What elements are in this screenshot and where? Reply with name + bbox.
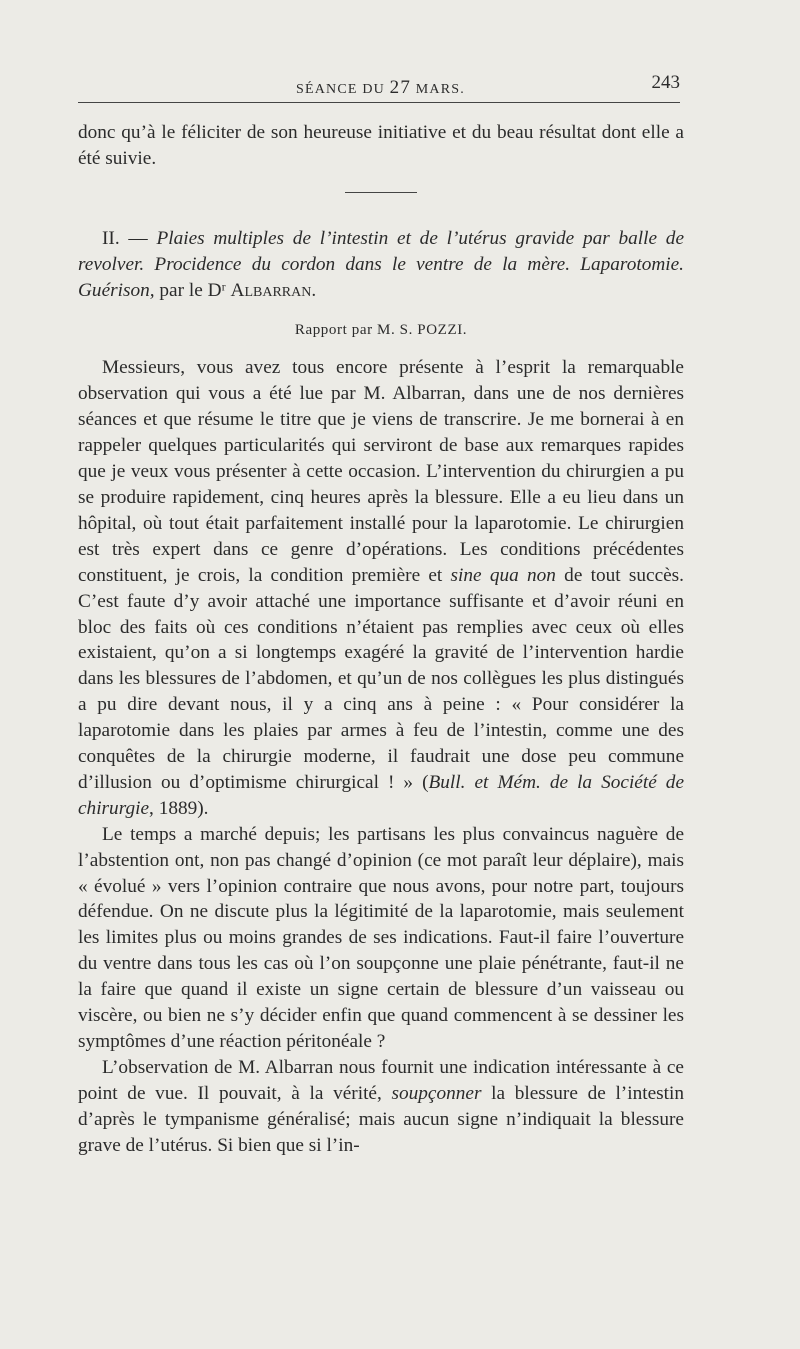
rapport-line: Rapport par M. S. POZZI. [294, 321, 468, 338]
section-heading: II. — Plaies multiples de l’intestin et de l’utérus gravide par balle de revolver. Procidence du cordon dans le ventre de la mère. Laparotomie. Guérison, par le Dʳ Albarran. [78, 227, 684, 301]
paragraph-3: L’observation de M. Albarran nous fournit une indication intéressante à ce point de vue. Il pouvait, à la vérité, soupçonner la blessure de l’intestin d’après le tympanisme généralisé; mais aucun signe n’indiquait la blessure grave de l’utérus. Si bien que si l’in- [78, 1056, 684, 1156]
section-separator [345, 192, 417, 193]
paragraph-1: Messieurs, vous avez tous encore présente à l’esprit la remarquable observation qui vous a été lue par M. Albarran, dans une de nos dernières séances et que résume le titre que je viens de transcrire. Je me bornerai à en rappeler quelques particularités qui serviront de base aux remarques rapides que je veux vous présenter à cette occasion. L’intervention du chirurgien a pu se produire rapidement, cinq heures après la blessure. Elle a eu lieu dans un hôpital, où tout était parfaitement installé pour la laparotomie. Le chirurgien est très expert dans ce genre d’opérations. Les conditions précédentes constituent, je crois, la condition première et sine qua non de tout succès. C’est faute d’y avoir attaché une importance suffisante et d’avoir réuni en bloc des faits où ces conditions n’étaient pas remplies avec ceux où elles existaient, qu’on a si longtemps exagéré la gravité de l’intervention hardie dans les blessures de l’abdomen, et qu’un de nos collègues les plus distingués a pu dire devant nous, il y a cinq ans à peine : « Pour considérer la laparotomie dans les plaies par armes à feu de l’intestin, comme une des conquêtes de la chirurgie moderne, il faudrait une dose peu commune d’illusion ou d’optimisme chirurgical ! » (Bull. et Mém. de la Société de chirurgie, 1889). [78, 357, 685, 819]
page-header [78, 72, 680, 103]
paragraph-2: Le temps a marché depuis; les partisans les plus convaincus naguère de l’abstention ont, non pas changé d’opinion (ce mot paraît leur déplaire), mais « évolué » vers l’opinion contraire que nous avons, pour notre part, toujours défendue. On ne discute plus la légitimité de la laparotomie, mais seulement les limites plus ou moins grandes de ses indications. Faut-il faire l’ouverture du ventre dans tous les cas où l’on soupçonne une plaie pénétrante, faut-il ne la faire que quand il existe un signe certain de blessure d’un vaisseau ou viscère, ou bien ne s’y décider enfin que quand commencent à se dessiner les symptômes d’une réaction péritonéale ? [78, 823, 684, 1052]
page-number: 243 [651, 72, 680, 93]
running-title: SÉANCE DU 27 MARS. [296, 77, 465, 98]
opening-paragraph: donc qu’à le féliciter de son heureuse initiative et du beau résultat dont elle a été suivie. [78, 122, 684, 169]
page-body [78, 120, 684, 1159]
